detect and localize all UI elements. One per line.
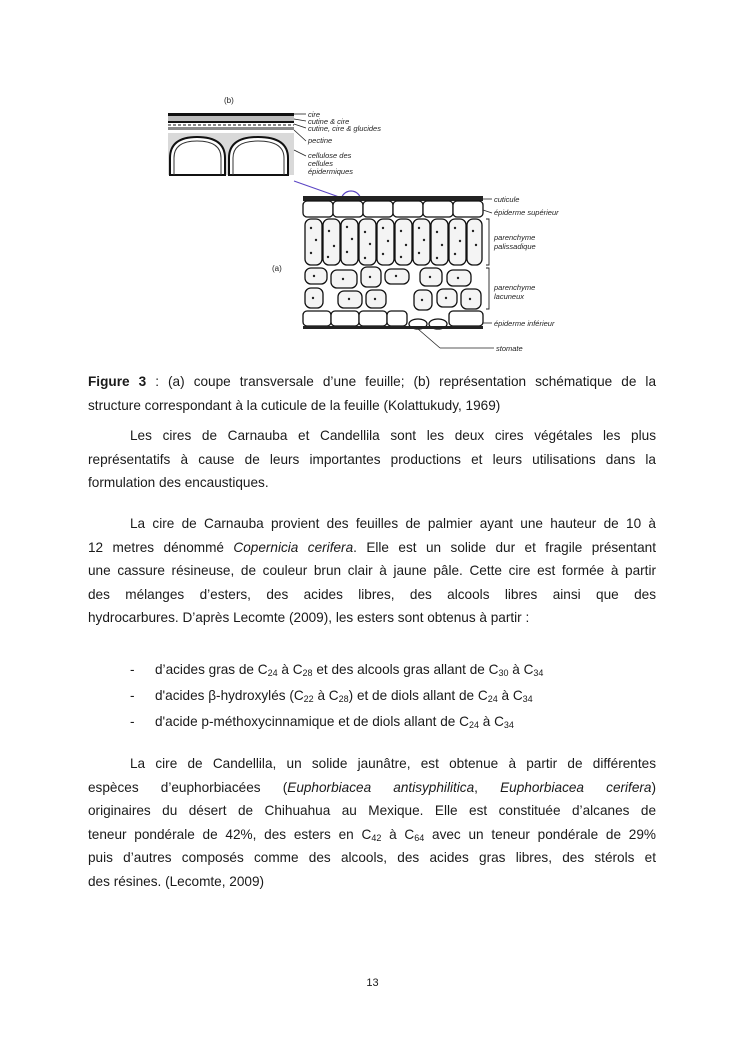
svg-text:cellulose des: cellulose des (308, 151, 352, 160)
panel-a-label: (a) (272, 264, 282, 273)
panel-a-labels (493, 195, 559, 353)
svg-text:épidermiques: épidermiques (308, 167, 354, 176)
cuticle-schematic (168, 113, 294, 175)
figure-caption: Figure 3 : (a) coupe transversale d’une feuille; (b) représentation schématique de la structure correspondant à la cuticule de la feuille (Kolattukudy, 1969) (88, 374, 657, 413)
list-item: - d'acide p-méthoxycinnamique et de diols allant de $C_{24}$ à $C_{34}$ (130, 714, 514, 730)
figure-label: Figure 3 (88, 374, 147, 389)
panel-b-leader-lines (294, 114, 306, 156)
paragraph-1: Les cires de Carnauba et Candellila sont les deux cires végétales les plus représentatifs à cause de leurs importantes productions et leurs utilisations dans la formulation des encaustiques. (88, 428, 656, 490)
paragraph-3: La cire de Candellila, un solide jaunâtre, est obtenue à partir de différentes espèces d’euphorbiacées (Euphorbiacea antisyphilitica, Euphorbiacea cerifera) originaires du désert de Chihuahua au Mexique. Elle est constituée d’alcanes de teneur pondérale de 42%, des esters en $C_{42}$ à $C_{64}$ avec un teneur pondérale de 29% puis d’autres composés comme des alcools, des acides gras libres, des stérols et des résines. (Lecomte, 2009) (88, 756, 657, 889)
tissue-brackets (486, 219, 489, 309)
ester-list (130, 657, 670, 735)
svg-text:cellules: cellules (308, 159, 334, 168)
species-name: Copernicia cerifera (233, 539, 354, 555)
svg-text:pectine: pectine (308, 136, 333, 145)
list-item: - d'acides β-hydroxylés ($C_{22}$ à $C_{28}$) et de diols allant de $C_{24}$ à $C_{34}$ (130, 688, 533, 704)
species-name: Euphorbiacea cerifera (500, 779, 652, 795)
svg-text:cire: cire (308, 110, 321, 119)
svg-text:parenchyme: parenchyme (494, 283, 536, 292)
svg-text:épiderme supérieur: épiderme supérieur (494, 208, 559, 217)
panel-b-labels (307, 110, 381, 176)
svg-text:cutine, cire & glucides: cutine, cire & glucides (308, 124, 381, 133)
svg-text:cuticule: cuticule (494, 195, 520, 204)
svg-text:parenchyme: parenchyme (494, 233, 536, 242)
page-number: 13 (366, 977, 379, 989)
species-name: Euphorbiacea antisyphilitica (287, 779, 475, 795)
zoom-line (294, 181, 342, 198)
svg-text:cutine & cire: cutine & cire (308, 117, 350, 126)
leaf-section-drawing (303, 196, 483, 329)
svg-text:palissadique: palissadique (494, 242, 536, 251)
leaf-cross-section-figure (0, 0, 745, 365)
svg-text:épiderme inférieur: épiderme inférieur (494, 319, 555, 328)
panel-b-label: (b) (224, 96, 234, 105)
svg-text:lacuneux: lacuneux (494, 292, 525, 301)
list-item: - d’acides gras de $C_{24}$ à $C_{28}$ et des alcools gras allant de $C_{30}$ à $C_{34}$ (130, 662, 544, 678)
paragraph-2: La cire de Carnauba provient des feuilles de palmier ayant une hauteur de 10 à 12 metres dénommé Copernicia cerifera. Elle est un solide dur et fragile présentant une cassure résineuse, de couleur brun clair à jaune pâle. Cette cire est formée à partir des mélanges d’esters, des acides libres, des alcools libres ainsi que des hydrocarbures. D’après Lecomte (2009), les esters sont obtenus à partir : (88, 516, 656, 625)
svg-text:stomate: stomate (496, 344, 523, 353)
